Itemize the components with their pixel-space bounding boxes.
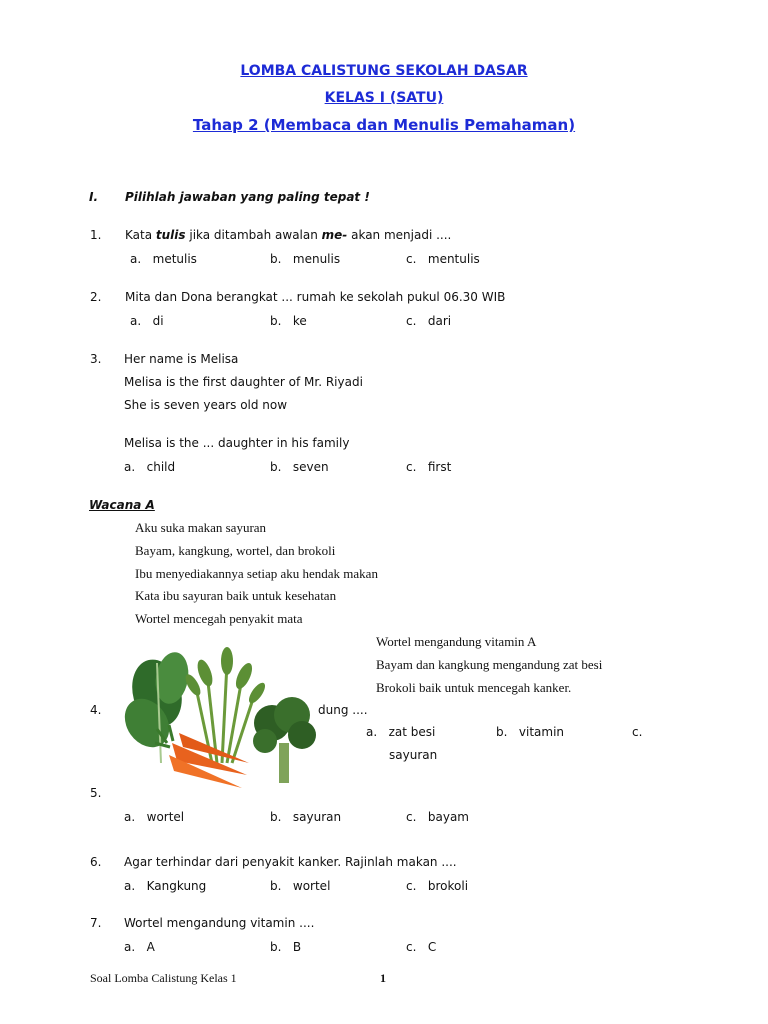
q4-option-c-text[interactable]: sayuran: [389, 748, 438, 762]
q5-option-a[interactable]: a. wortel: [124, 810, 185, 824]
q5-option-b[interactable]: b. sayuran: [270, 810, 342, 824]
q7-text: Wortel mengandung vitamin ....: [124, 916, 315, 930]
q2-option-b[interactable]: b. ke: [270, 314, 307, 328]
wacana-line: Bayam dan kangkung mengandung zat besi: [376, 657, 603, 672]
q4-number: 4.: [90, 703, 102, 717]
q2-text: Mita dan Dona berangkat ... rumah ke sekolah pukul 06.30 WIB: [125, 290, 506, 304]
wacana-line: Wortel mengandung vitamin A: [376, 634, 537, 649]
q2-option-c[interactable]: c. dari: [406, 314, 452, 328]
q7-option-c[interactable]: c. C: [406, 940, 437, 954]
footer-label: Soal Lomba Calistung Kelas 1: [90, 971, 237, 985]
q4-option-c-letter[interactable]: c.: [632, 725, 643, 739]
q7-number: 7.: [90, 916, 102, 930]
title-line-2: KELAS I (SATU): [324, 90, 444, 106]
q1-number: 1.: [90, 228, 102, 242]
q3-number: 3.: [90, 352, 102, 366]
q7-option-b[interactable]: b. B: [270, 940, 302, 954]
page-number: 1: [380, 971, 386, 985]
q2-option-a[interactable]: a. di: [130, 314, 164, 328]
q3-option-c[interactable]: c. first: [406, 460, 452, 474]
q5-number: 5.: [90, 786, 102, 800]
q5-option-c[interactable]: c. bayam: [406, 810, 469, 824]
wacana-line: Kata ibu sayuran baik untuk kesehatan: [135, 588, 337, 603]
wacana-line: Brokoli baik untuk mencegah kanker.: [376, 680, 572, 695]
q6-text: Agar terhindar dari penyakit kanker. Rajinlah makan ....: [124, 855, 457, 869]
title-line-3: Tahap 2 (Membaca dan Menulis Pemahaman): [192, 116, 576, 134]
q7-option-a[interactable]: a. A: [124, 940, 155, 954]
q1-text: Kata tulis jika ditambah awalan me- akan menjadi ....: [125, 228, 452, 242]
q3-line-3: She is seven years old now: [124, 398, 288, 412]
wacana-heading: Wacana A: [89, 498, 155, 512]
wacana-line: Ibu menyediakannya setiap aku hendak makan: [135, 566, 378, 581]
q2-number: 2.: [90, 290, 102, 304]
q4-option-a[interactable]: a. zat besi: [366, 725, 436, 739]
q4-text: dung ....: [318, 703, 368, 717]
q6-number: 6.: [90, 855, 102, 869]
q3-option-a[interactable]: a. child: [124, 460, 176, 474]
q3-question: Melisa is the ... daughter in his family: [124, 436, 350, 450]
wacana-line: Wortel mencegah penyakit mata: [135, 611, 303, 626]
q3-line-1: Her name is Melisa: [124, 352, 239, 366]
q1-option-b[interactable]: b. menulis: [270, 252, 341, 266]
section-instruction: Pilihlah jawaban yang paling tepat !: [125, 190, 370, 204]
section-number: I.: [89, 190, 99, 204]
q6-option-b[interactable]: b. wortel: [270, 879, 331, 893]
q6-option-c[interactable]: c. brokoli: [406, 879, 469, 893]
vegetables-illustration-icon: [117, 643, 317, 793]
q1-option-a[interactable]: a. metulis: [130, 252, 197, 266]
q3-option-b[interactable]: b. seven: [270, 460, 329, 474]
q4-option-b[interactable]: b. vitamin: [496, 725, 565, 739]
wacana-line: Aku suka makan sayuran: [135, 520, 267, 535]
q6-option-a[interactable]: a. Kangkung: [124, 879, 207, 893]
q1-option-c[interactable]: c. mentulis: [406, 252, 480, 266]
wacana-line: Bayam, kangkung, wortel, dan brokoli: [135, 543, 336, 558]
q3-line-2: Melisa is the first daughter of Mr. Riyadi: [124, 375, 363, 389]
title-line-1: LOMBA CALISTUNG SEKOLAH DASAR: [240, 63, 528, 79]
